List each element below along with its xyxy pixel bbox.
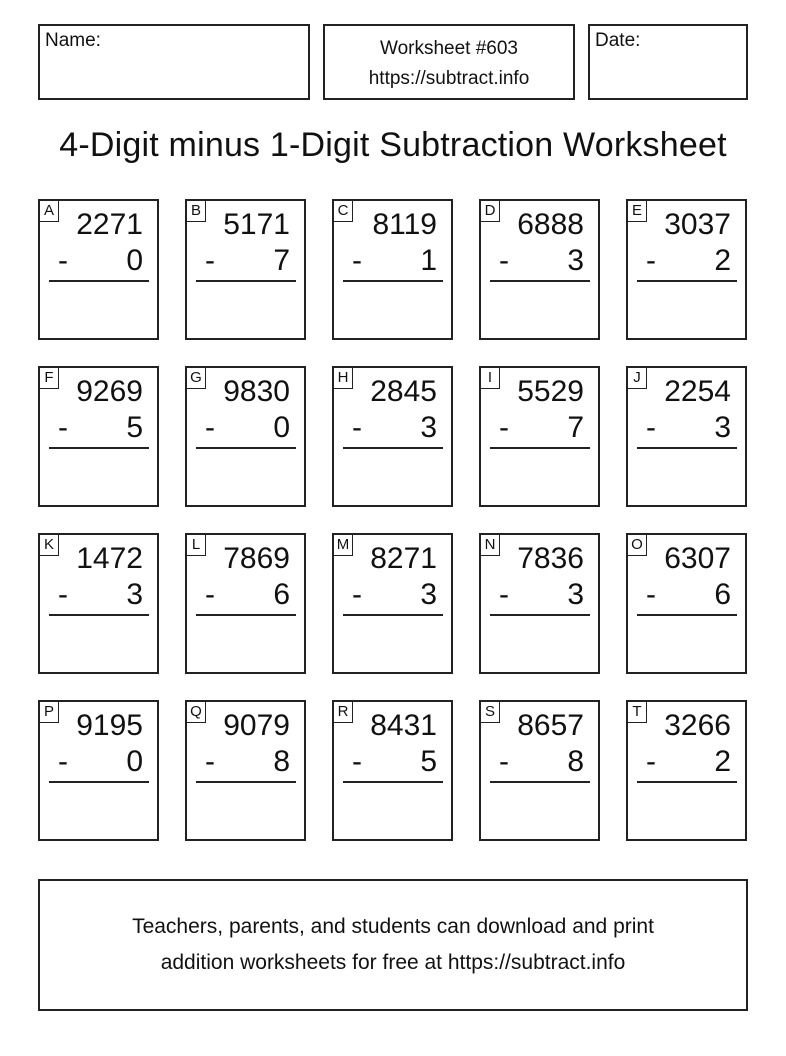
problem-card[interactable]	[332, 700, 453, 841]
answer-line	[343, 447, 443, 449]
worksheet-number: Worksheet #603	[379, 38, 518, 59]
minuend: 3266	[664, 709, 731, 742]
answer-line	[490, 781, 590, 783]
answer-line	[49, 447, 149, 449]
subtrahend: 2	[714, 244, 731, 277]
problem-card[interactable]	[332, 366, 453, 507]
page-title: 4-Digit minus 1-Digit Subtraction Worksheet	[59, 126, 727, 164]
subtrahend: 6	[273, 578, 290, 611]
problem-card[interactable]	[626, 533, 747, 674]
problem-letter: Q	[187, 702, 206, 723]
subtrahend: 8	[273, 745, 290, 778]
minus-sign: -	[205, 411, 215, 444]
minus-sign: -	[499, 745, 509, 778]
problem-card[interactable]	[332, 199, 453, 340]
subtrahend: 3	[126, 578, 143, 611]
answer-line	[196, 781, 296, 783]
problem-card[interactable]	[185, 700, 306, 841]
answer-line	[196, 280, 296, 282]
problem-letter: I	[481, 368, 500, 389]
answer-line	[490, 447, 590, 449]
minuend: 5171	[223, 208, 290, 241]
subtrahend: 5	[420, 745, 437, 778]
minus-sign: -	[58, 745, 68, 778]
problem-letter: P	[40, 702, 59, 723]
problem-card[interactable]	[479, 366, 600, 507]
worksheet-url: https://subtract.info	[368, 68, 530, 89]
problem-card[interactable]	[38, 366, 159, 507]
minuend: 9830	[223, 375, 290, 408]
minus-sign: -	[646, 244, 656, 277]
minus-sign: -	[205, 745, 215, 778]
problem-letter: R	[334, 702, 353, 723]
problem-card[interactable]	[479, 533, 600, 674]
date-label: Date:	[595, 30, 641, 51]
subtrahend: 3	[567, 244, 584, 277]
problem-letter: K	[40, 535, 59, 556]
name-label: Name:	[45, 30, 101, 51]
answer-line	[637, 447, 737, 449]
answer-line	[196, 614, 296, 616]
minus-sign: -	[499, 411, 509, 444]
minuend: 7869	[223, 542, 290, 575]
footer-line-1: Teachers, parents, and students can download and print	[132, 915, 654, 938]
subtrahend: 7	[567, 411, 584, 444]
problem-card[interactable]	[479, 199, 600, 340]
problem-card[interactable]	[332, 533, 453, 674]
answer-line	[196, 447, 296, 449]
answer-line	[637, 781, 737, 783]
problem-letter: G	[187, 368, 206, 389]
footer-line-2: addition worksheets for free at https://subtract.info	[160, 951, 626, 974]
problem-card[interactable]	[38, 533, 159, 674]
minuend: 9269	[76, 375, 143, 408]
answer-line	[49, 280, 149, 282]
problem-letter: L	[187, 535, 206, 556]
minus-sign: -	[58, 411, 68, 444]
answer-line	[49, 781, 149, 783]
minuend: 6307	[664, 542, 731, 575]
problem-letter: O	[628, 535, 647, 556]
minuend: 2271	[76, 208, 143, 241]
minus-sign: -	[499, 244, 509, 277]
problem-letter: F	[40, 368, 59, 389]
problem-letter: B	[187, 201, 206, 222]
problem-card[interactable]	[185, 199, 306, 340]
problem-letter: H	[334, 368, 353, 389]
minuend: 8431	[370, 709, 437, 742]
minus-sign: -	[646, 578, 656, 611]
minus-sign: -	[58, 578, 68, 611]
subtrahend: 3	[420, 578, 437, 611]
problem-card[interactable]	[38, 199, 159, 340]
minus-sign: -	[352, 411, 362, 444]
worksheet-id-box	[323, 24, 575, 100]
answer-line	[490, 614, 590, 616]
subtrahend: 3	[420, 411, 437, 444]
problem-letter: C	[334, 201, 353, 222]
problem-card[interactable]	[479, 700, 600, 841]
minuend: 1472	[76, 542, 143, 575]
minuend: 5529	[517, 375, 584, 408]
answer-line	[637, 280, 737, 282]
minus-sign: -	[205, 244, 215, 277]
minus-sign: -	[352, 244, 362, 277]
subtrahend: 0	[126, 745, 143, 778]
problem-card[interactable]	[185, 366, 306, 507]
name-box[interactable]	[38, 24, 310, 100]
problem-letter: M	[334, 535, 353, 556]
problem-letter: E	[628, 201, 647, 222]
minus-sign: -	[352, 578, 362, 611]
problem-letter: N	[481, 535, 500, 556]
subtrahend: 8	[567, 745, 584, 778]
subtrahend: 7	[273, 244, 290, 277]
problem-letter: S	[481, 702, 500, 723]
subtrahend: 0	[273, 411, 290, 444]
subtrahend: 2	[714, 745, 731, 778]
answer-line	[49, 614, 149, 616]
minuend: 8271	[370, 542, 437, 575]
subtrahend: 6	[714, 578, 731, 611]
date-box[interactable]	[588, 24, 748, 100]
subtrahend: 3	[714, 411, 731, 444]
answer-line	[490, 280, 590, 282]
minuend: 9079	[223, 709, 290, 742]
problem-letter: T	[628, 702, 647, 723]
minuend: 9195	[76, 709, 143, 742]
problem-card[interactable]	[626, 199, 747, 340]
problem-letter: A	[40, 201, 59, 222]
answer-line	[343, 614, 443, 616]
minus-sign: -	[499, 578, 509, 611]
minuend: 3037	[664, 208, 731, 241]
minuend: 2254	[664, 375, 731, 408]
minuend: 6888	[517, 208, 584, 241]
minuend: 8657	[517, 709, 584, 742]
minus-sign: -	[58, 244, 68, 277]
answer-line	[637, 614, 737, 616]
problem-letter: D	[481, 201, 500, 222]
minuend: 8119	[372, 208, 437, 241]
problem-card[interactable]	[626, 700, 747, 841]
minus-sign: -	[352, 745, 362, 778]
problem-card[interactable]	[185, 533, 306, 674]
subtrahend: 1	[420, 244, 437, 277]
minuend: 7836	[517, 542, 584, 575]
minus-sign: -	[205, 578, 215, 611]
footer-box	[38, 879, 748, 1011]
problem-card[interactable]	[38, 700, 159, 841]
answer-line	[343, 280, 443, 282]
subtrahend: 5	[126, 411, 143, 444]
answer-line	[343, 781, 443, 783]
subtrahend: 0	[126, 244, 143, 277]
subtrahend: 3	[567, 578, 584, 611]
problem-letter: J	[628, 368, 647, 389]
problem-card[interactable]	[626, 366, 747, 507]
minuend: 2845	[370, 375, 437, 408]
minus-sign: -	[646, 411, 656, 444]
minus-sign: -	[646, 745, 656, 778]
